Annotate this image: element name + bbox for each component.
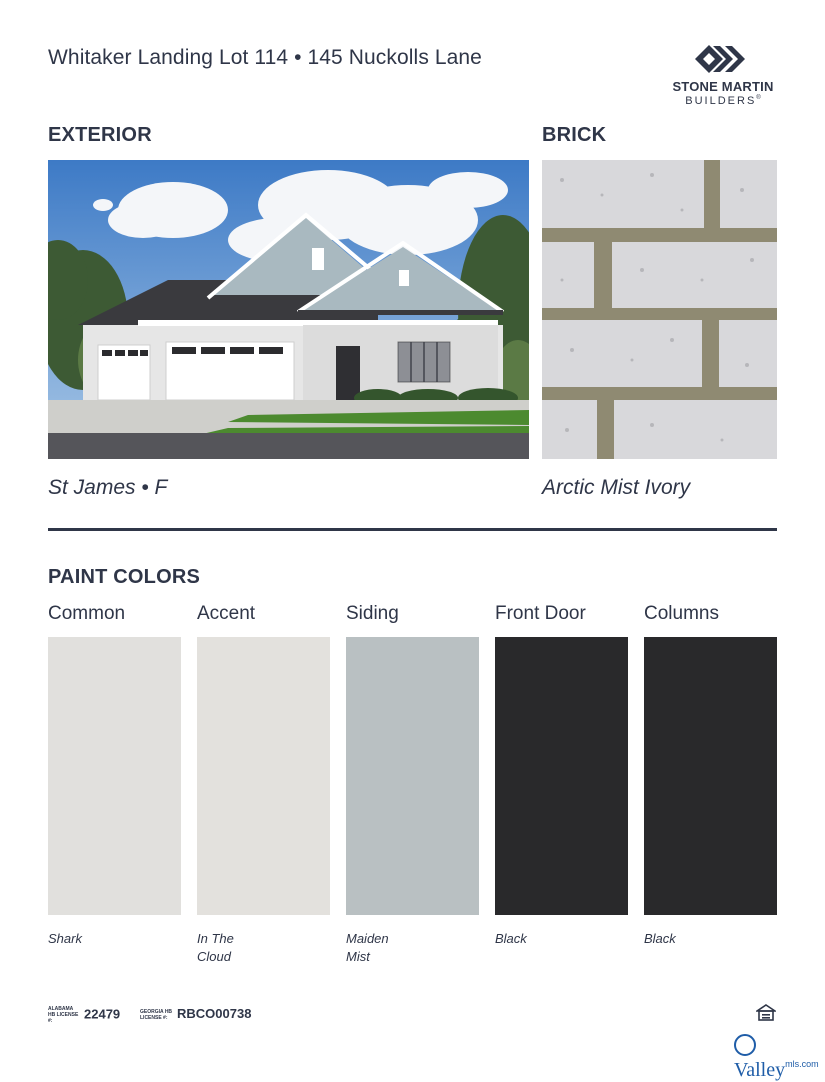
brand-name: STONE MARTIN — [672, 79, 774, 94]
paint-name-columns: Black — [644, 931, 676, 946]
equal-housing-icon — [756, 1004, 776, 1027]
paint-label-common: Common — [48, 603, 126, 624]
paint-name-common: Shark — [48, 931, 82, 946]
brand-logo — [664, 44, 782, 112]
paint-swatch-common — [48, 637, 181, 915]
brand-subname: BUILDERS® — [685, 95, 761, 107]
valley-mls-icon — [734, 1034, 756, 1056]
georgia-license-number: RBCO00738 — [177, 1006, 252, 1021]
georgia-license-label: GEORGIA HB LICENSE #: — [140, 1008, 173, 1021]
house-rendering — [48, 160, 529, 459]
paint-label-siding: Siding — [346, 603, 399, 624]
exterior-heading: EXTERIOR — [48, 124, 152, 146]
alabama-license-number: 22479 — [84, 1006, 121, 1022]
page-title: Whitaker Landing Lot 114 • 145 Nuckolls Lane — [48, 46, 482, 69]
alabama-license-label: ALABAMA HB LICENSE #: — [48, 1006, 79, 1024]
paint-label-accent: Accent — [197, 603, 256, 624]
paint-name-accent: In The Cloud — [197, 931, 234, 964]
alabama-license — [48, 1006, 120, 1024]
brand-chevron-icon — [695, 44, 751, 74]
paint-swatch-siding — [346, 637, 479, 915]
paint-name-siding: Maiden Mist — [346, 931, 389, 964]
paint-label-front-door: Front Door — [495, 603, 586, 624]
brick-name: Arctic Mist Ivory — [542, 476, 691, 499]
paint-swatch-accent — [197, 637, 330, 915]
paint-heading: PAINT COLORS — [48, 566, 201, 588]
paint-swatch-front-door — [495, 637, 628, 915]
brick-sample — [542, 160, 777, 459]
paint-name-front-door: Black — [495, 931, 527, 946]
section-divider — [48, 528, 777, 531]
paint-label-columns: Columns — [644, 603, 719, 624]
paint-swatch-columns — [644, 637, 777, 915]
valley-mls-logo: Valley$^{mls.com}$ — [734, 1034, 825, 1082]
brick-heading: BRICK — [542, 124, 607, 146]
georgia-license — [140, 1006, 251, 1021]
plan-name: St James • F — [48, 476, 168, 499]
